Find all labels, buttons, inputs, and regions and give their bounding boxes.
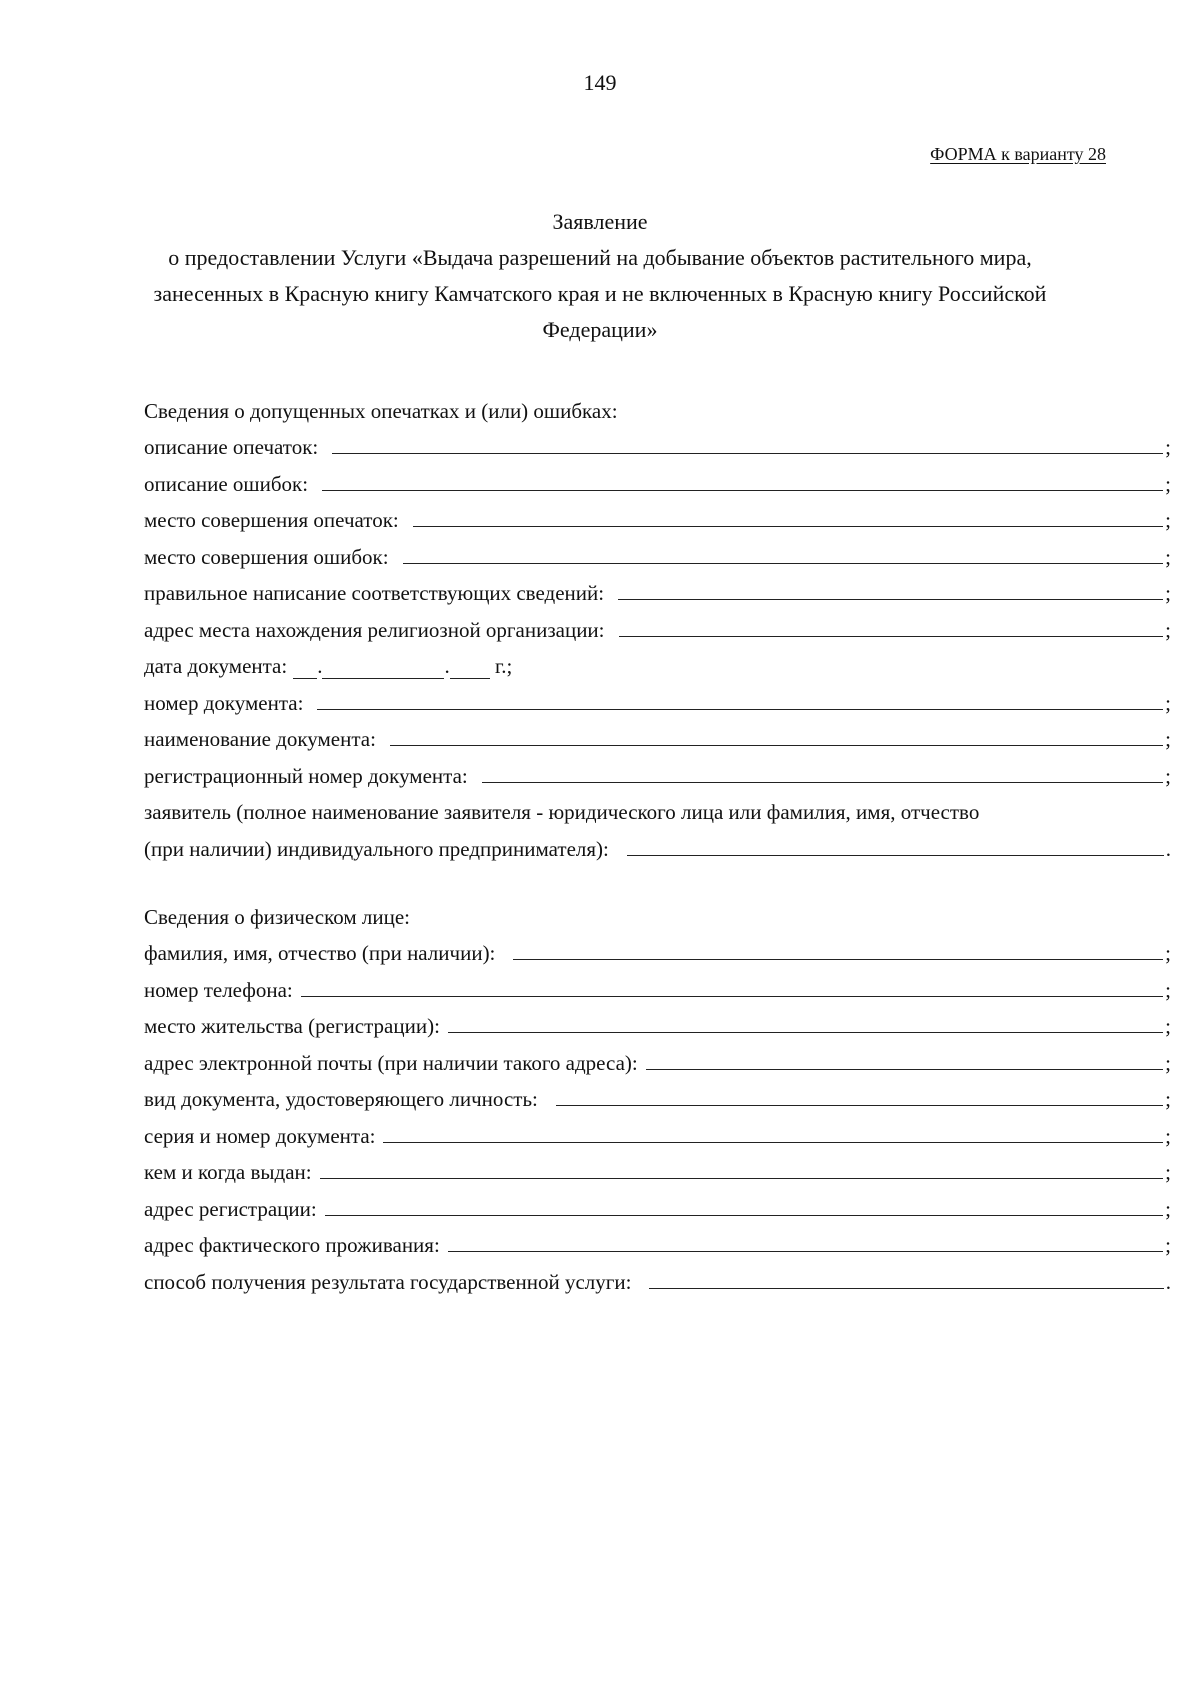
field-label: место жительства (регистрации): <box>144 1014 440 1038</box>
field-actual-address: адрес фактического проживания: ; <box>144 1233 1171 1257</box>
fill-in-line[interactable] <box>627 854 1164 856</box>
fill-in-line[interactable] <box>325 1214 1163 1216</box>
field-label: правильное написание соответствующих сведений: <box>144 581 605 605</box>
field-label: (при наличии) индивидуального предпринимателя): <box>144 836 609 861</box>
fill-in-line[interactable] <box>383 1141 1163 1143</box>
field-issued-by: кем и когда выдан: ; <box>144 1160 1171 1184</box>
field-typo-location: место совершения опечаток: ; <box>144 508 1171 532</box>
field-label: место совершения ошибок: <box>144 544 389 569</box>
fill-in-line[interactable] <box>649 1287 1163 1289</box>
title-line-1: Заявление <box>552 209 648 234</box>
field-org-address: адрес места нахождения религиозной организации: ; <box>144 617 1171 642</box>
field-applicant: (при наличии) индивидуального предпринимателя): . <box>144 836 1171 861</box>
document-title <box>130 204 1070 348</box>
title-line-3: занесенных в Красную книгу Камчатского края и не включенных в Красную книгу Российской <box>153 281 1047 306</box>
title-line-4: Федерации» <box>542 317 658 342</box>
field-label: заявитель (полное наименование заявителя - юридического лица или фамилия, имя, отчество <box>144 800 980 824</box>
field-reg-address: адрес регистрации: ; <box>144 1196 1171 1221</box>
fill-in-line[interactable] <box>618 598 1163 600</box>
fill-in-line[interactable] <box>513 958 1163 960</box>
field-label: серия и номер документа: <box>144 1123 376 1148</box>
field-phone: номер телефона: ; <box>144 977 1171 1002</box>
field-label: адрес фактического проживания: <box>144 1233 440 1257</box>
person-heading: Сведения о физическом лице: <box>144 904 410 929</box>
field-error-description: описание ошибок: ; <box>144 471 1171 496</box>
field-id-doc-type: вид документа, удостоверяющего личность: ; <box>144 1087 1171 1111</box>
fill-in-line[interactable] <box>320 1177 1164 1179</box>
fill-in-line[interactable] <box>448 1031 1163 1033</box>
fill-in-line[interactable] <box>556 1104 1163 1106</box>
field-email: адрес электронной почты (при наличии такого адреса): ; <box>144 1050 1171 1075</box>
errors-section <box>144 387 1171 862</box>
field-label: дата документа: <box>144 654 288 678</box>
field-label: вид документа, удостоверяющего личность: <box>144 1087 538 1111</box>
fill-in-line[interactable] <box>619 635 1164 637</box>
date-year-blank[interactable] <box>450 660 490 679</box>
field-label: номер телефона: <box>144 977 293 1002</box>
field-label: способ получения результата государственной услуги: <box>144 1269 632 1294</box>
fill-in-line[interactable] <box>413 525 1163 527</box>
field-label: регистрационный номер документа: <box>144 763 468 788</box>
fill-in-line[interactable] <box>301 995 1163 997</box>
field-label: место совершения опечаток: <box>144 508 399 532</box>
field-full-name: фамилия, имя, отчество (при наличии): ; <box>144 941 1171 965</box>
field-document-number: номер документа: ; <box>144 690 1171 715</box>
field-label: описание опечаток: <box>144 435 319 459</box>
field-label: адрес регистрации: <box>144 1196 317 1221</box>
field-residence: место жительства (регистрации): ; <box>144 1014 1171 1038</box>
date-month-blank[interactable] <box>322 660 444 679</box>
page-number: 149 <box>583 70 617 95</box>
field-label: кем и когда выдан: <box>144 1160 312 1184</box>
field-applicant-line-1 <box>144 789 1171 826</box>
field-label: описание ошибок: <box>144 471 309 496</box>
field-id-doc-series: серия и номер документа: ; <box>144 1123 1171 1148</box>
date-day-blank[interactable] <box>293 660 317 679</box>
fill-in-line[interactable] <box>322 489 1163 491</box>
field-label: адрес электронной почты (при наличии такого адреса): <box>144 1050 638 1075</box>
field-label: наименование документа: <box>144 727 376 751</box>
person-section <box>144 893 1171 1295</box>
field-document-reg-number: регистрационный номер документа: ; <box>144 763 1171 788</box>
fill-in-line[interactable] <box>403 562 1164 564</box>
field-typo-description: описание опечаток: ; <box>144 435 1171 459</box>
field-result-method: способ получения результата государственной услуги: . <box>144 1269 1171 1294</box>
fill-in-line[interactable] <box>317 708 1163 710</box>
form-reference: ФОРМА к варианту 28 <box>930 144 1106 164</box>
fill-in-line[interactable] <box>390 744 1163 746</box>
fill-in-line[interactable] <box>646 1068 1163 1070</box>
field-label: фамилия, имя, отчество (при наличии): <box>144 941 496 965</box>
field-document-date: дата документа: . . г.; <box>144 654 513 678</box>
fill-in-line[interactable] <box>482 781 1163 783</box>
errors-heading: Сведения о допущенных опечатках и (или) ошибках: <box>144 398 618 423</box>
field-document-name: наименование документа: ; <box>144 727 1171 751</box>
title-line-2: о предоставлении Услуги «Выдача разрешений на добывание объектов растительного мира, <box>168 245 1032 270</box>
fill-in-line[interactable] <box>332 452 1163 454</box>
field-error-location: место совершения ошибок: ; <box>144 544 1171 569</box>
field-label: номер документа: <box>144 690 304 715</box>
field-correct-spelling: правильное написание соответствующих сведений: ; <box>144 581 1171 605</box>
fill-in-line[interactable] <box>448 1250 1163 1252</box>
field-label: адрес места нахождения религиозной организации: <box>144 617 605 642</box>
